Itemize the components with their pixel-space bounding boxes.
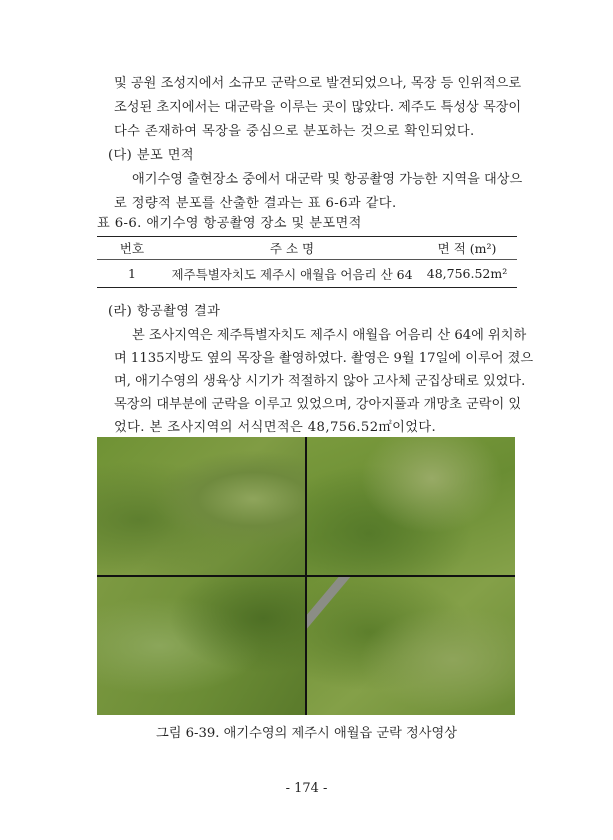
cell-number: 1	[128, 266, 136, 281]
paragraph-line: 며 1135지방도 옆의 목장을 촬영하였다. 촬영은 9월 17일에 이루어 졌으	[114, 351, 534, 366]
paragraph-line: 며, 애기수영의 생육상 시기가 적절하지 않아 고사체 군집상태로 있었다.	[114, 374, 526, 389]
aerial-photo	[307, 437, 515, 575]
aerial-photo	[97, 437, 305, 575]
page-number: - 174 -	[285, 781, 328, 796]
section-heading: (라) 항공촬영 결과	[108, 304, 221, 319]
column-header: 면 적 (m²)	[437, 241, 497, 256]
table-caption: 표 6-6. 애기수영 항공촬영 장소 및 분포면적	[97, 216, 362, 231]
paragraph-line: 었다. 본 조사지역의 서식면적은 48,756.52㎡이었다.	[114, 420, 437, 435]
paragraph-line: 및 공원 조성지에서 소규모 군락으로 발견되었으나, 목장 등 인위적으로	[114, 76, 522, 91]
paragraph-line: 본 조사지역은 제주특별자치도 제주시 애월읍 어음리 산 64에 위치하	[132, 328, 527, 343]
distribution-table	[97, 236, 517, 288]
paragraph-line: 애기수영 출현장소 중에서 대군락 및 항공촬영 가능한 지역을 대상으	[132, 172, 523, 187]
paragraph-line: 조성된 초지에서는 대군락을 이루는 곳이 많았다. 제주도 특성상 목장이	[114, 100, 522, 115]
paragraph-line: 다수 존재하여 목장을 중심으로 분포하는 것으로 확인되었다.	[114, 124, 475, 139]
figure-caption: 그림 6-39. 애기수영의 제주시 애월읍 군락 정사영상	[155, 726, 457, 741]
aerial-photo	[97, 577, 305, 715]
cell-area: 48,756.52m²	[426, 266, 508, 281]
column-header: 번호	[119, 241, 145, 256]
column-header: 주 소 명	[269, 241, 315, 256]
road	[307, 577, 362, 636]
aerial-photo	[307, 577, 515, 715]
table-row	[97, 260, 517, 288]
cell-address: 제주특별자치도 제주시 애월읍 어음리 산 64	[171, 266, 413, 282]
paragraph-line: 로 정량적 분포를 산출한 결과는 표 6-6과 같다.	[114, 196, 397, 211]
orthophoto-figure	[97, 437, 515, 715]
paragraph-line: 목장의 대부분에 군락을 이루고 있었으며, 강아지풀과 개망초 군락이 있	[114, 397, 522, 412]
section-heading: (다) 분포 면적	[108, 148, 194, 163]
